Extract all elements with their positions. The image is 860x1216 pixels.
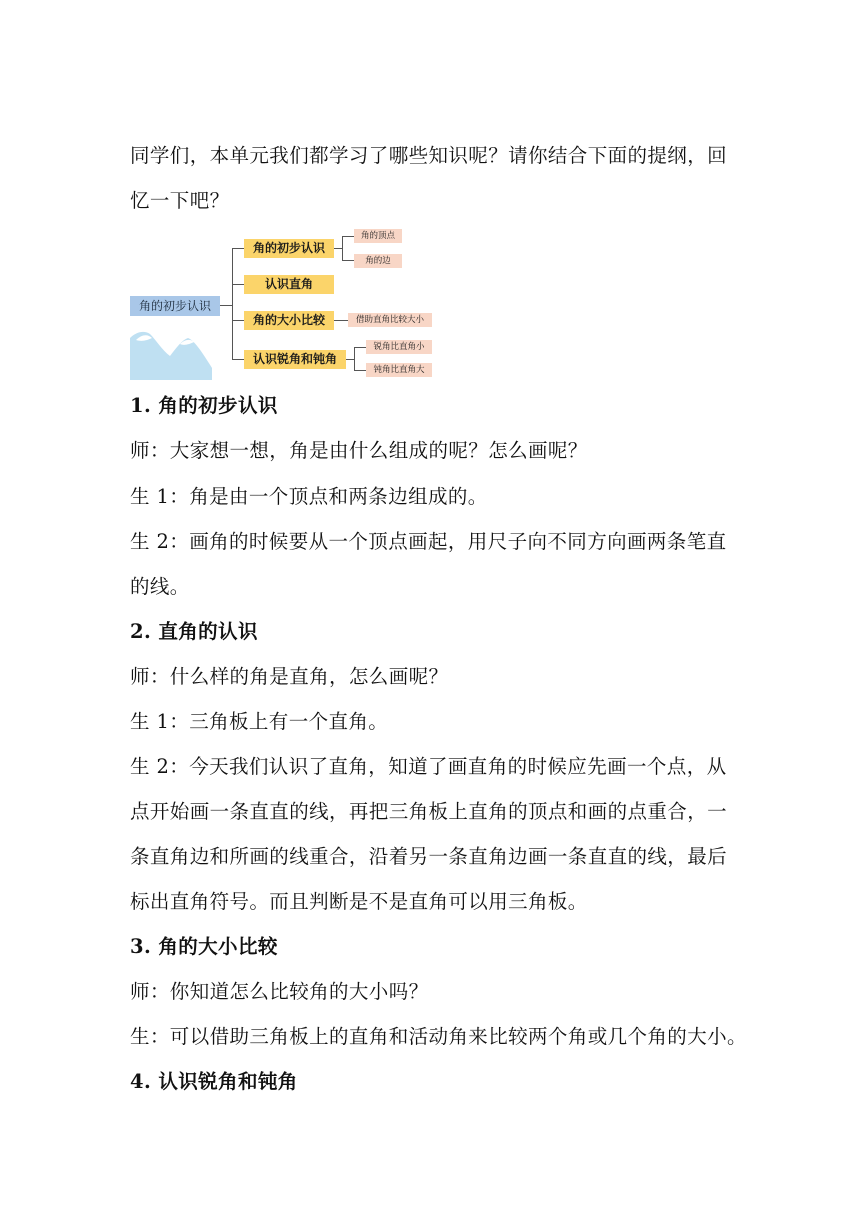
section-2-line-2: 生 1：三角板上有一个直角。 [130, 710, 389, 733]
section-1-line-4: 的线。 [130, 575, 190, 598]
mindmap-leaf-obtuse: 钝角比直角大 [366, 363, 432, 377]
intro-line-1: 同学们，本单元我们都学习了哪些知识呢？请你结合下面的提纲，回 [130, 144, 728, 167]
section-2-line-6: 标出直角符号。而且判断是不是直角可以用三角板。 [130, 890, 588, 913]
section-1-heading: 1. 角的初步认识 [130, 394, 278, 417]
mindmap-leaf-compare-by-right-angle: 借助直角比较大小 [348, 313, 432, 327]
section-2-line-1: 师：什么样的角是直角，怎么画呢？ [130, 665, 449, 688]
mindmap-leaf-acute: 锐角比直角小 [366, 340, 432, 354]
section-3-line-2: 生：可以借助三角板上的直角和活动角来比较两个角或几个角的大小。 [130, 1025, 747, 1048]
outline-mindmap [0, 0, 860, 400]
mindmap-branch-basic: 角的初步认识 [244, 239, 334, 258]
mindmap-branch-right-angle: 认识直角 [244, 275, 334, 294]
section-3-line-1: 师：你知道怎么比较角的大小吗？ [130, 980, 429, 1003]
intro-line-2: 忆一下吧？ [130, 189, 230, 212]
mindmap-leaf-vertex: 角的顶点 [354, 229, 402, 243]
mindmap-leaf-sides: 角的边 [354, 254, 402, 268]
section-1-line-3: 生 2：画角的时候要从一个顶点画起，用尺子向不同方向画两条笔直 [130, 530, 727, 553]
section-3-heading: 3. 角的大小比较 [130, 935, 278, 958]
mindmap-branch-acute-obtuse: 认识锐角和钝角 [244, 350, 346, 369]
section-1-line-2: 生 1：角是由一个顶点和两条边组成的。 [130, 485, 488, 508]
section-1-line-1: 师：大家想一想，角是由什么组成的呢？怎么画呢？ [130, 439, 588, 462]
section-2-line-3: 生 2：今天我们认识了直角，知道了画直角的时候应先画一个点，从 [130, 755, 727, 778]
mindmap-root: 角的初步认识 [130, 296, 220, 316]
section-2-heading: 2. 直角的认识 [130, 620, 258, 643]
section-2-line-5: 条直角边和所画的线重合，沿着另一条直角边画一条直直的线，最后 [130, 845, 728, 868]
section-4-heading: 4. 认识锐角和钝角 [130, 1070, 298, 1093]
mountain-decoration [130, 328, 212, 380]
mindmap-branch-compare: 角的大小比较 [244, 311, 334, 330]
section-2-line-4: 点开始画一条直直的线，再把三角板上直角的顶点和画的点重合，一 [130, 800, 728, 823]
